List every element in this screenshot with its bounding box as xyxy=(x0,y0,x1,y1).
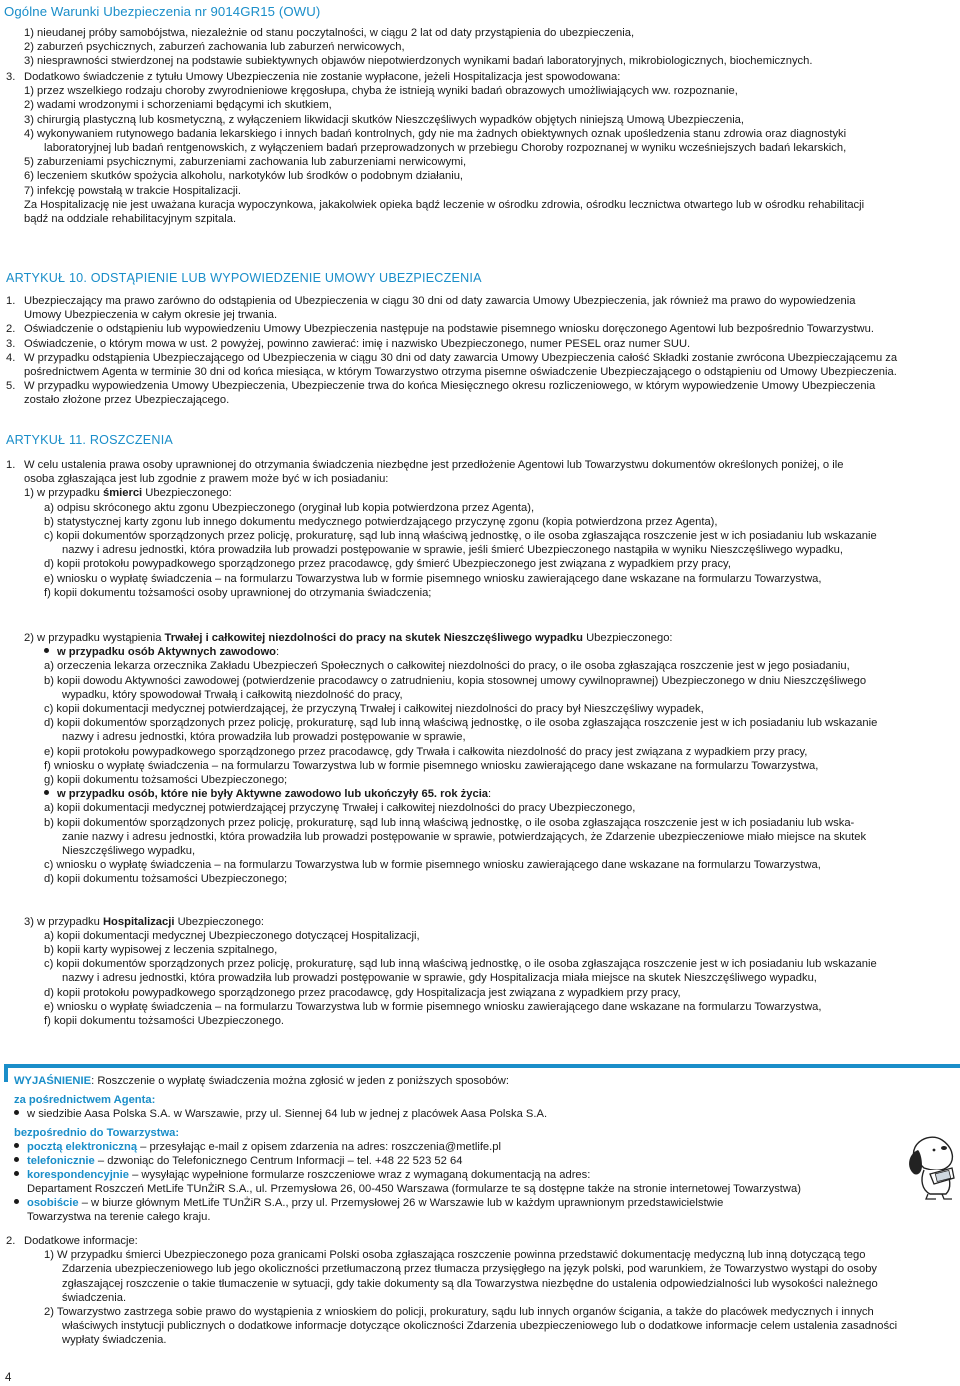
list-item: 7) infekcję powstałą w trakcie Hospitalizacji. xyxy=(24,184,241,197)
personal-line2: Towarzystwa na terenie całego kraju. xyxy=(27,1211,211,1223)
active-document-line: nazwy i adresu jednostki, która prowadziła lub prowadzi postępowanie w sprawie, xyxy=(62,731,466,744)
point-text: Dodatkowo świadczenie z tytułu Umowy Ubezpieczenia nie zostanie wypłacone, jeżeli Hospitalizacja jest spowodowana: xyxy=(24,71,621,83)
article-10-heading: ARTYKUŁ 10. ODSTĄPIENIE LUB WYPOWIEDZENIE UMOWY UBEZPIECZENIA xyxy=(6,271,482,285)
explanation-box xyxy=(4,1064,960,1230)
personal-method: osobiście – w biurze głównym MetLife TUnŻiR S.A., przy ul. Przemysłowej 26 w Warszawie lub w każdym uprawnionym przedstawicielstwie xyxy=(14,1196,723,1210)
article-10-line xyxy=(0,393,960,407)
point-number: 1. xyxy=(6,459,16,471)
exclusions-list xyxy=(0,26,960,69)
list-item: 2) zaburzeń psychicznych, zaburzeń zachowania lub zaburzeń nerwicowych, xyxy=(24,41,405,54)
point-text: W celu ustalenia prawa osoby uprawnionej do otrzymania świadczenia niezbędne jest przedłożenie Agentowi lub Towarzystwu dokumentów określonych poniżej, o ile xyxy=(24,459,844,471)
point-number: 2. xyxy=(6,1235,16,1247)
list-item: 6) leczeniem skutków spożycia alkoholu, narkotyków lub środków o podobnym działaniu, xyxy=(24,170,464,183)
hospital-document-line: nazwy i adresu jednostki, która prowadziła lub prowadzi postępowanie w sprawie, gdy Hospitalizacja miała miejsce na skutek Nieszczęśliwego wypadku, xyxy=(62,972,817,985)
additional-info xyxy=(0,1234,960,1348)
death-document-line: c) kopii dokumentów sporządzonych przez policję, prokuraturę, sąd lub inną właściwą jednostkę, o ile osoba zgłaszająca roszczenie jest w ich posiadaniu lub wskazanie xyxy=(44,529,877,542)
hospital-document-line: e) wniosku o wypłatę świadczenia – na formularzu Towarzystwa lub w formie pisemnego wniosku zawierającego dane wskazane na formularzu Towarzystwa, xyxy=(44,1000,822,1013)
retired-document-line: Nieszczęśliwego wypadku, xyxy=(62,844,196,857)
email-method: pocztą elektroniczną – przesyłając e-mail z opisem zdarzenia na adres: roszczenia@metlife.pl xyxy=(14,1140,501,1154)
agent-heading: za pośrednictwem Agenta: xyxy=(14,1094,156,1106)
direct-heading: bezpośrednio do Towarzystwa: xyxy=(14,1127,180,1139)
page-number: 4 xyxy=(5,1372,12,1384)
article-11-heading: ARTYKUŁ 11. ROSZCZENIA xyxy=(6,433,173,447)
article-10-line xyxy=(0,379,960,393)
active-document-line: g) kopii dokumentu tożsamości Ubezpieczonego; xyxy=(44,773,288,786)
hospital-document-line: d) kopii protokołu powypadkowego sporządzonego przez pracodawcę, gdy Hospitalizacja jest związana z wypadkiem przy pracy, xyxy=(44,986,681,999)
point-text: pośrednictwem Agenta w terminie 30 dni od końca miesiąca, w którym Towarzystwo otrzyma pisemne oświadczenie Ubezpieczającego o odstąpieniu od Umowy Ubezpieczenia. xyxy=(24,365,897,378)
list-item: laboratoryjnej lub badań rentgenowskich, z wyłączeniem badań przeprowadzonych w przebiegu Choroby rozpoznanej w wyniku wcześniejszych badań lekarskich, xyxy=(44,141,847,154)
additional-info-line: wypłaty świadczenia. xyxy=(62,1334,167,1347)
point-title: Dodatkowe informacje: xyxy=(24,1235,138,1247)
snoopy-illustration xyxy=(900,1128,960,1200)
additional-info-line: świadczenia. xyxy=(62,1291,127,1304)
active-document-line: wypadku, który spowodował Trwałą i całkowitą niezdolność do pracy, xyxy=(62,688,403,701)
point-number: 5. xyxy=(6,380,16,393)
point-text: W przypadku wypowiedzenia Umowy Ubezpieczenia, Ubezpieczenie trwa do końca Miesięcznego okresu rozliczeniowego, w którym wypowiedzenie Umowy Ubezpieczenia xyxy=(24,380,876,393)
active-document-line: e) kopii protokołu powypadkowego sporządzonego przez pracodawcę, gdy Trwała i całkowita niezdolność do pracy jest związana z wypadkiem przy pracy, xyxy=(44,745,808,758)
hospital-document-line: a) kopii dokumentacji medycznej Ubezpieczonego dotyczącej Hospitalizacji, xyxy=(44,929,420,942)
list-item: 2) wadami wrodzonymi i schorzeniami będącymi ich skutkiem, xyxy=(24,99,332,112)
death-document-line: f) kopii dokumentu tożsamości osoby uprawnionej do otrzymania świadczenia; xyxy=(44,586,432,599)
article-10-line xyxy=(0,294,960,308)
additional-info-line: 2) Towarzystwo zastrzega sobie prawo do wystąpienia z wnioskiem do policji, prokuratury, sądu lub innych organów ścigania, a także do placówek medycznych i innych xyxy=(44,1305,874,1318)
retired-bullet: w przypadku osób, które nie były Aktywne zawodowo lub ukończyły 65. rok życia: xyxy=(0,787,960,801)
death-document-line: d) kopii protokołu powypadkowego sporządzonego przez pracodawcę, gdy śmierć Ubezpieczonego jest związana z wypadkiem przy pracy, xyxy=(44,558,731,571)
box-corner xyxy=(4,1068,8,1082)
article-10-line xyxy=(0,351,960,365)
retired-document-line: d) kopii dokumentu tożsamości Ubezpieczonego; xyxy=(44,873,288,886)
list-item: 3) niesprawności stwierdzonej na podstawie subiektywnych objawów niepotwierdzonych wynikami badań laboratoryjnych, mikrobiologicznych, biochemicznych. xyxy=(24,55,813,68)
hospital-document-line: f) kopii dokumentu tożsamości Ubezpieczonego. xyxy=(44,1014,285,1027)
hospital-document-line: c) kopii dokumentów sporządzonych przez policję, prokuraturę, sąd lub inną właściwą jednostkę, o ile osoba zgłaszająca roszczenie jest w ich posiadaniu lub wskazanie xyxy=(44,958,877,971)
death-document-line: e) wniosku o wypłatę świadczenia – na formularzu Towarzystwa lub w formie pisemnego wniosku zawierającego dane wskazane na formularzu Towarzystwa, xyxy=(44,572,822,585)
mail-method: korespondencyjnie – wysyłając wypełnione formularze roszczeniowe wraz z wymaganą dokumentacją na adres: xyxy=(14,1168,590,1182)
note-line: Za Hospitalizację nie jest uważana kuracja wypoczynkowa, jakakolwiek opieka bądź leczenie w ośrodku zdrowia, ośrodku lecznictwa otwartego lub w ośrodku rehabilitacji xyxy=(24,198,865,211)
hospital-document-line: b) kopii karty wypisowej z leczenia szpitalnego, xyxy=(44,944,278,956)
note-line: bądź na oddziale rehabilitacyjnym szpitala. xyxy=(24,212,237,225)
point-text: Ubezpieczający ma prawo zarówno do odstąpienia od Ubezpieczenia w ciągu 30 dni od daty zawarcia Umowy Ubezpieczenia, jak również ma prawo do wypowiedzenia xyxy=(24,295,856,307)
active-document-line: a) orzeczenia lekarza orzecznika Zakładu Ubezpieczeń Społecznych o całkowitej niezdolności do pracy, o ile osoba zgłaszająca roszczenie jest w jego posiadaniu, xyxy=(44,660,850,673)
list-item: 3) chirurgią plastyczną lub kosmetyczną, z wyłączeniem likwidacji skutków Nieszczęśliwych wypadków objętych niniejszą Umową Ubezpieczenia, xyxy=(24,113,745,126)
active-document-line: b) kopii dowodu Aktywności zawodowej (potwierdzenie pracodawcy o zatrudnieniu, kopia stosownej umowy cywilnoprawnej) Ubezpieczonego w dniu Nieszczęśliwego xyxy=(44,674,867,687)
hospitalization-exclusions xyxy=(0,70,960,226)
mail-address: Departament Roszczeń MetLife TUnŻiR S.A., ul. Przemysłowa 26, 00-450 Warszawa (formularze te są dostępne także na stronie internetowej Towarzystwa) xyxy=(27,1183,801,1195)
retired-document-line: zanie nazwy i adresu jednostki, która prowadziła lub prowadzi postępowanie w sprawie, potwierdzających, że Zdarzenie ubezpieczeniowe miało miejsce na skutek xyxy=(62,830,867,843)
bullet-icon xyxy=(44,648,49,653)
retired-document-line: c) wniosku o wypłatę świadczenia – na formularzu Towarzystwa lub w formie pisemnego wniosku zawierającego dane wskazane na formularzu Towarzystwa, xyxy=(44,859,821,872)
point-text: Oświadczenie, o którym mowa w ust. 2 powyżej, powinno zawierać: imię i nazwisko Ubezpieczonego, numer PESEL oraz numer SUU. xyxy=(24,337,691,350)
active-document-line: c) kopii dokumentacji medycznej potwierdzającej, że przyczyną Trwałej i całkowitej niezdolności do pracy był Nieszczęśliwy wypadek, xyxy=(44,703,704,715)
point-number: 4. xyxy=(6,351,16,364)
explanation-intro: WYJAŚNIENIE: Roszczenie o wypłatę świadczenia można zgłosić w jeden z poniższych sposobów: xyxy=(14,1075,509,1087)
active-document-line: f) wniosku o wypłatę świadczenia – na formularzu Towarzystwa lub w formie pisemnego wniosku zawierającego dane wskazane na formularzu Towarzystwa, xyxy=(44,759,819,772)
article-10-body xyxy=(0,294,960,408)
additional-info-line: 1) W przypadku śmierci Ubezpieczonego poza granicami Polski osoba zgłaszająca roszczenie powinna przedstawić dokumentację medyczną lub inną dotyczącą tego xyxy=(44,1249,866,1262)
hospital-claim-intro: 3) w przypadku Hospitalizacji Ubezpieczonego: xyxy=(24,915,265,928)
additional-info-line: Zdarzenia ubezpieczeniowego lub jego okoliczności przetłumaczoną przez tłumacza przysięgłego na język polski, pod warunkiem, że Towarzystwo wystąpi do osoby xyxy=(62,1263,878,1276)
retired-document-line: b) kopii dokumentów sporządzonych przez policję, prokuraturę, sąd lub inną właściwą jednostkę, o ile osoba zgłaszająca roszczenie jest w ich posiadaniu lub wska- xyxy=(44,816,855,829)
point-text: osoba zgłaszająca jest lub zgodnie z prawem może być w ich posiadaniu: xyxy=(24,473,389,486)
bullet-icon xyxy=(44,790,49,795)
list-item: 1) nieudanej próby samobójstwa, niezależnie od stanu poczytalności, w ciągu 2 lat od daty przystąpienia do ubezpieczenia, xyxy=(24,27,635,39)
agent-item: w siedzibie Aasa Polska S.A. w Warszawie, przy ul. Siennej 64 lub w jednej z placówek Aasa Polska S.A. xyxy=(14,1107,547,1121)
point-text: Umowy Ubezpieczenia w całym okresie jej trwania. xyxy=(24,309,278,322)
additional-info-line: zgłaszającej roszczenie o takie tłumaczenie w sytuacji, gdy takie dokumenty są dla Towarzystwa niezbędne do ustalenia odpowiedzialności lub wysokości należnego xyxy=(62,1277,878,1290)
death-document-line: b) statystycznej karty zgonu lub innego dokumentu medycznego potwierdzającego przyczynę zgonu (kopia potwierdzona przez Agenta), xyxy=(44,515,718,528)
article-10-line xyxy=(0,337,960,351)
point-text: Oświadczenie o odstąpieniu lub wypowiedzeniu Umowy Ubezpieczenia następuje na podstawie pisemnego wniosku doręczonego Agentowi lub bezpośrednio Towarzystwu. xyxy=(24,323,874,336)
article-11-body xyxy=(0,458,960,1028)
additional-info-line: właściwych instytucji publicznych o dodatkowe informacje dotyczące okoliczności Zdarzenia ubezpieczeniowego lub o dodatkowe informacje celem ustalenia zasadności xyxy=(62,1320,898,1333)
point-text: W przypadku odstąpienia Ubezpieczającego od Ubezpieczenia w ciągu 30 dni od daty zawarcia Umowy Ubezpieczenia całość Składki zostanie zwrócona Ubezpieczającemu za xyxy=(24,351,898,364)
phone-method: telefonicznie – dzwoniąc do Telefonicznego Centrum Informacji – tel. +48 22 523 52 64 xyxy=(14,1154,462,1168)
point-number: 2. xyxy=(6,323,16,336)
death-claim-intro: 1) w przypadku śmierci Ubezpieczonego: xyxy=(24,487,232,500)
point-number: 3. xyxy=(6,337,16,350)
death-document-line: a) odpisu skróconego aktu zgonu Ubezpieczonego (oryginał lub kopia potwierdzona przez Agenta), xyxy=(44,501,535,514)
article-10-line xyxy=(0,308,960,322)
list-item: 5) zaburzeniami psychicznymi, zaburzeniami zachowania lub zaburzeniami nerwicowymi, xyxy=(24,156,467,169)
list-item: 4) wykonywaniem rutynowego badania lekarskiego i innych badań kontrolnych, gdy nie ma żadnych obiektywnych oznak upośledzenia stanu zdrowia oraz diagnostyki xyxy=(24,127,847,140)
disability-claim-intro: 2) w przypadku wystąpienia Trwałej i całkowitej niezdolności do pracy na skutek Nieszczęśliwego wypadku Ubezpieczonego: xyxy=(24,632,673,645)
point-number: 1. xyxy=(6,295,16,307)
article-10-line xyxy=(0,365,960,379)
list-item: 1) przez wszelkiego rodzaju choroby zwyrodnieniowe kręgosłupa, chyba że istnieją wyniki badań obrazowych umożliwiających ww. rozpoznanie, xyxy=(24,85,738,98)
article-10-line xyxy=(0,322,960,336)
document-title: Ogólne Warunki Ubezpieczenia nr 9014GR15 (OWU) xyxy=(4,4,321,19)
retired-document-line: a) kopii dokumentacji medycznej potwierdzającej przyczynę Trwałej i całkowitej niezdolności do pracy Ubezpieczonego, xyxy=(44,802,636,815)
point-number: 3. xyxy=(6,71,16,83)
death-document-line: nazwy i adresu jednostki, która prowadziła lub prowadzi postępowanie w sprawie, jeśli śmierć Ubezpieczonego nastąpiła w wyniku Nieszczęśliwego wypadku, xyxy=(62,544,844,557)
point-text: zostało złożone przez Ubezpieczającego. xyxy=(24,394,230,407)
active-document-line: d) kopii dokumentów sporządzonych przez policję, prokuraturę, sąd lub inną właściwą jednostkę, o ile osoba zgłaszająca roszczenie jest w ich posiadaniu lub wskazanie xyxy=(44,717,878,730)
active-bullet: w przypadku osób Aktywnych zawodowo: xyxy=(0,645,960,659)
